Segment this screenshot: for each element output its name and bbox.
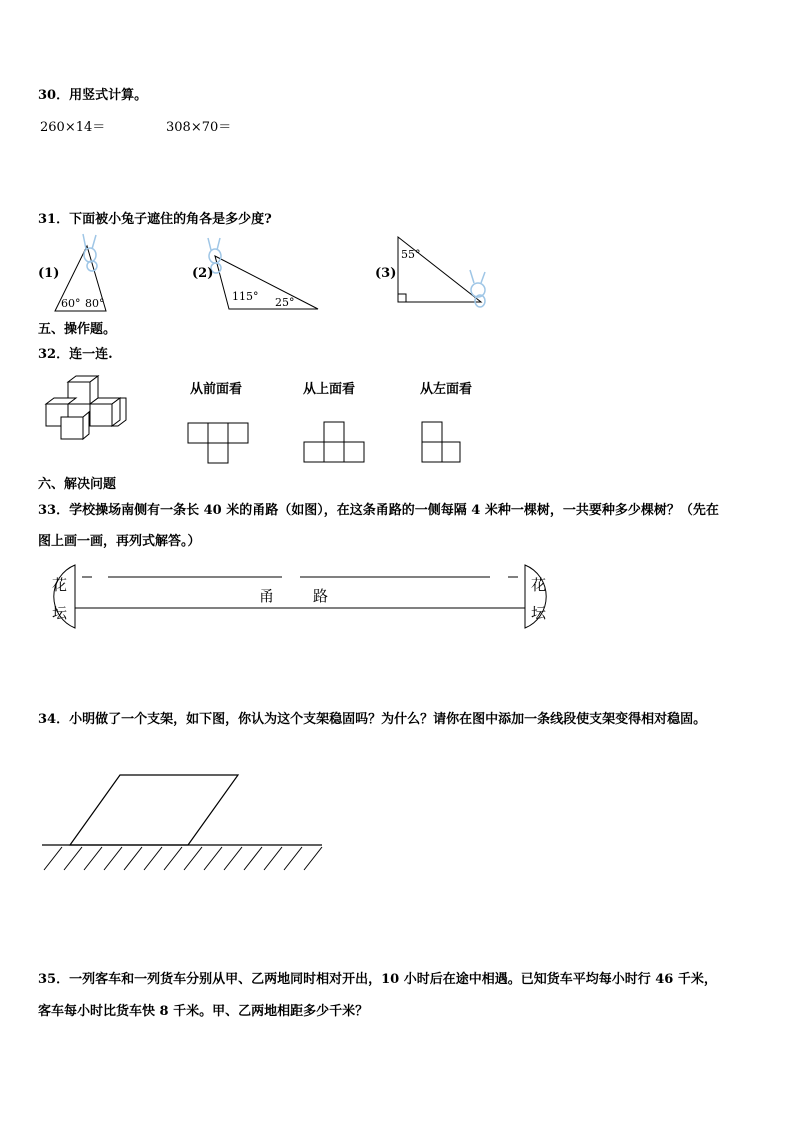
q32-title: 32．连一连. — [38, 347, 113, 362]
view-front-label: 从前面看 — [190, 382, 243, 397]
q30-expr-1: 260×14＝ — [40, 120, 106, 135]
q30-expr-2: 308×70＝ — [166, 120, 232, 135]
rabbit-icon — [470, 270, 485, 307]
view-top-label: 从上面看 — [303, 382, 356, 397]
view-left-label: 从左面看 — [420, 382, 473, 397]
flower-bed-right-char-1: 花 — [531, 576, 547, 594]
fig3-angle-a: 55° — [401, 248, 421, 261]
q35-line-1: 35．一列客车和一列货车分别从甲、乙两地同时相对开出，10 小时后在途中相遇。已知货车平均每小时行 46 千米， — [38, 972, 717, 987]
q33-line-2: 图上画一画，再列式解答。） — [38, 534, 201, 549]
cube-stack-figure — [46, 376, 126, 439]
road-diagram — [54, 565, 546, 628]
rabbit-icon — [83, 234, 97, 271]
front-view-shape — [188, 423, 248, 463]
triangle-2 — [215, 256, 318, 309]
bracket-figure — [42, 775, 322, 870]
road-label-char-2: 路 — [313, 587, 329, 605]
section-5-heading: 五、操作题。 — [38, 322, 117, 337]
left-view-shape — [422, 422, 460, 462]
right-angle-mark — [398, 294, 406, 302]
fig1-angle-a: 60° — [61, 297, 81, 310]
fig1-label: (1) — [38, 266, 60, 281]
ground-hatch — [44, 847, 322, 870]
fig3-label: (3) — [375, 266, 397, 281]
q30-title: 30．用竖式计算。 — [38, 88, 148, 103]
triangle-3 — [398, 237, 481, 302]
road-label-char-1: 甬 — [259, 587, 275, 605]
flower-bed-right-char-2: 坛 — [531, 604, 547, 622]
fig1-angle-b: 80° — [85, 297, 105, 310]
q31-title: 31．下面被小兔子遮住的角各是多少度? — [38, 212, 272, 227]
flower-bed-left-char-2: 坛 — [52, 604, 68, 622]
top-view-shape — [304, 422, 364, 462]
section-6-heading: 六、解决问题 — [38, 477, 117, 492]
fig2-angle-a: 115° — [232, 290, 259, 303]
q35-line-2: 客车每小时比货车快 8 千米。甲、乙两地相距多少千米？ — [38, 1004, 369, 1019]
flower-bed-left-char-1: 花 — [52, 576, 68, 594]
q33-line-1: 33．学校操场南侧有一条长 40 米的甬路（如图），在这条甬路的一侧每隔 4 米种一棵树，一共要种多少棵树？（先在 — [38, 503, 719, 518]
fig2-label: (2) — [192, 266, 214, 281]
q34-title: 34．小明做了一个支架，如下图，你认为这个支架稳固吗？为什么？请你在图中添加一条线段使支架变得相对稳固。 — [38, 712, 707, 727]
fig2-angle-b: 25° — [275, 296, 295, 309]
